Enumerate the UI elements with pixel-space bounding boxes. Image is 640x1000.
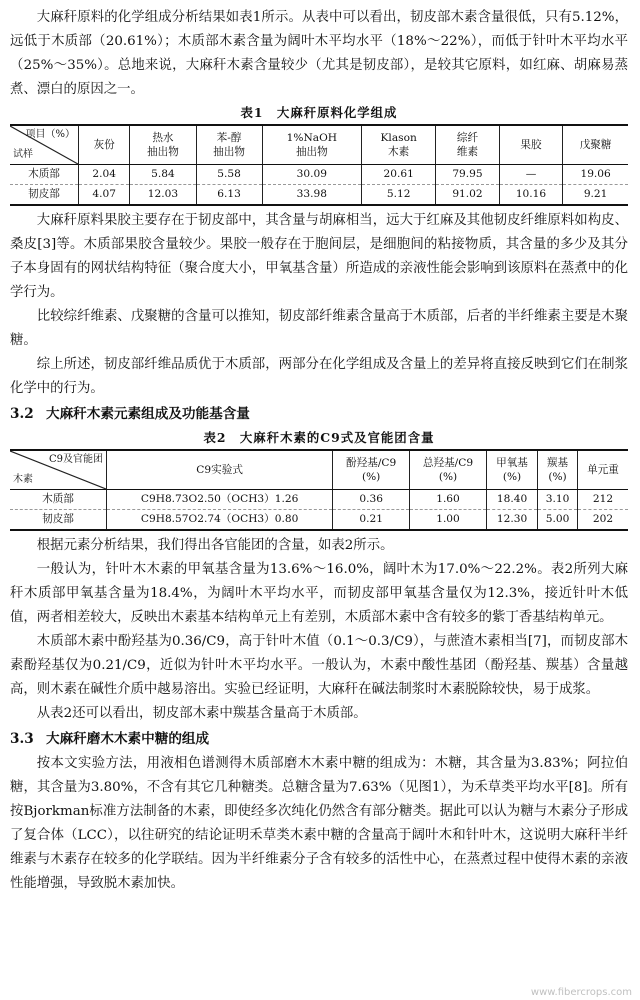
column-header: 戊聚糖 [563,125,628,165]
column-header: 灰份 [79,125,130,165]
column-header: 综纤 维素 [436,125,500,165]
paragraph-1: 大麻秆原料的化学组成分析结果如表1所示。从表中可以看出，韧皮部木素含量很低，只有5.12%，远低于木质部（20.61%）；木质部木素含量为阔叶木平均水平（18%～22%），而低于针叶木平均水平（25%～35%）。总地来说，大麻秆木素含量较少（尤其是韧皮部），是较其它原料，如红麻、胡麻易蒸煮、漂白的原因之一。 [10,10,628,97]
table-cell: 12.03 [130,185,196,206]
column-header: 羰基 (%) [538,450,578,490]
section-3-2-heading [10,402,628,426]
table-cell: 10.16 [499,185,563,206]
paragraph-9: 按本文实验方法，用液相色谱测得木质部磨木木素中糖的组成为：木糖，其含量为3.83%；阿拉伯糖，其含量为3.80%，不含有其它几种糖类。总糖含量为7.63%（见图1），为禾草类平均水平[8]。所有按Bjorkman标准方法制备的木素，即使经多次纯化仍然含有部分糖类。据此可以认为糖与木素分子形成了复合体（LCC），以往研究的结论证明禾草类木素中糖的含量高于阔叶木和针叶木，这说明大麻秆半纤维素与木素存在较多的化学联结。因为半纤维素分子含有较多的活性中心，在蒸煮过程中使得木素的亲液性能增强，导致脱木素加快。 [10,756,628,891]
table-row [10,510,628,531]
table-cell: 18.40 [486,490,537,510]
column-header: 酚羟基/C9 (%) [333,450,410,490]
column-header: 1%NaOH 抽出物 [262,125,361,165]
table-cell: — [499,165,563,185]
column-header: 苯-醇 抽出物 [196,125,262,165]
column-header: 总羟基/C9 (%) [410,450,487,490]
table-cell: 212 [577,490,628,510]
section-number: 3.2 [10,406,34,422]
table-cell: 1.60 [410,490,487,510]
table-cell: 30.09 [262,165,361,185]
paragraph-8: 从表2还可以看出，韧皮部木素中羰基含量高于木质部。 [36,706,367,721]
table-2-corner-top: C9及官能团 [48,454,103,465]
paragraph-2: 大麻秆原料果胶主要存在于韧皮部中，其含量与胡麻相当，远大于红麻及其他韧皮纤维原料如构皮、桑皮[3]等。木质部果胶含量较少。果胶一般存在于胞间层，是细胞间的粘接物质，其含量的多少及其分子本身固有的网状结构特征（聚合度大小，甲氧基含量）所造成的亲液性能会影响到该原料在蒸煮中的化学行为。 [10,213,628,300]
table-1-caption: 表1 大麻秆原料化学组成 [240,105,398,120]
table-cell: 4.07 [79,185,130,206]
row-label: 韧皮部 [10,510,107,531]
table-cell: 20.61 [362,165,436,185]
section-number: 3.3 [10,731,34,747]
table-2-header-row [10,450,628,490]
table-row [10,185,628,206]
column-header: 果胶 [499,125,563,165]
table-cell: 5.12 [362,185,436,206]
table-1-corner-cell [10,125,79,165]
section-3-3-heading [10,727,628,751]
table-cell: 6.13 [196,185,262,206]
table-1-corner-top: 项目（%） [25,129,75,140]
table-cell: 5.00 [538,510,578,531]
watermark: www.fibercrops.com [530,987,632,998]
paragraph-4: 综上所述，韧皮部纤维品质优于木质部，两部分在化学组成及含量上的差异将直接反映到它们在制浆化学中的行为。 [10,357,628,396]
table-2 [10,449,628,531]
table-cell: 91.02 [436,185,500,206]
section-title: 大麻秆磨木木素中糖的组成 [46,731,210,747]
column-header: 单元重 [577,450,628,490]
row-label: 木质部 [10,165,79,185]
table-1-corner-bottom: 试样 [13,149,33,160]
table-row [10,490,628,510]
section-title: 大麻秆木素元素组成及功能基含量 [46,406,250,422]
table-cell: 2.04 [79,165,130,185]
table-cell: 0.21 [333,510,410,531]
column-header: Klason 木素 [362,125,436,165]
table-2-corner-cell [10,450,107,490]
paragraph-6: 一般认为，针叶木木素的甲氧基含量为13.6%～16.0%，阔叶木为17.0%～22.2%。表2所列大麻秆木质部甲氧基含量为18.4%，为阔叶木平均水平，而韧皮部甲氧基含量仅为12.3%，接近针叶木低值，两者相差较大，反映出木素基本结构单元上有差别，木质部木素中含有较多的紫丁香基结构单元。 [10,562,628,625]
column-header: C9实验式 [107,450,333,490]
row-label: 木质部 [10,490,107,510]
table-cell: 9.21 [563,185,628,206]
table-2-corner-bottom: 木素 [13,474,33,485]
table-cell: 5.84 [130,165,196,185]
paragraph-5: 根据元素分析结果，我们得出各官能团的含量，如表2所示。 [36,538,394,553]
table-cell: 33.98 [262,185,361,206]
table-1 [10,124,628,206]
table-row [10,165,628,185]
table-2-caption: 表2 大麻秆木素的C9式及官能团含量 [203,430,435,445]
table-cell: 5.58 [196,165,262,185]
paragraph-3: 比较综纤维素、戊聚糖的含量可以推知，韧皮部纤维素含量高于木质部，后者的半纤维素主要是木聚糖。 [10,309,628,348]
table-cell: C9H8.57O2.74（OCH3）0.80 [107,510,333,531]
column-header: 热水 抽出物 [130,125,196,165]
table-cell: C9H8.73O2.50（OCH3）1.26 [107,490,333,510]
table-cell: 19.06 [563,165,628,185]
table-cell: 79.95 [436,165,500,185]
row-label: 韧皮部 [10,185,79,206]
table-cell: 3.10 [538,490,578,510]
table-cell: 0.36 [333,490,410,510]
table-cell: 1.00 [410,510,487,531]
table-cell: 12.30 [486,510,537,531]
table-1-header-row [10,125,628,165]
table-cell: 202 [577,510,628,531]
column-header: 甲氧基 (%) [486,450,537,490]
paragraph-7: 木质部木素中酚羟基为0.36/C9，高于针叶木值（0.1～0.3/C9），与蔗渣木素相当[7]，而韧皮部木素酚羟基仅为0.21/C9，近似为针叶木平均水平。一般认为，木素中酸性基团（酚羟基、羰基）含量越高，则木素在碱性介质中越易溶出。实验已经证明，大麻秆在碱法制浆时木素脱除较快，易于成浆。 [10,634,628,697]
